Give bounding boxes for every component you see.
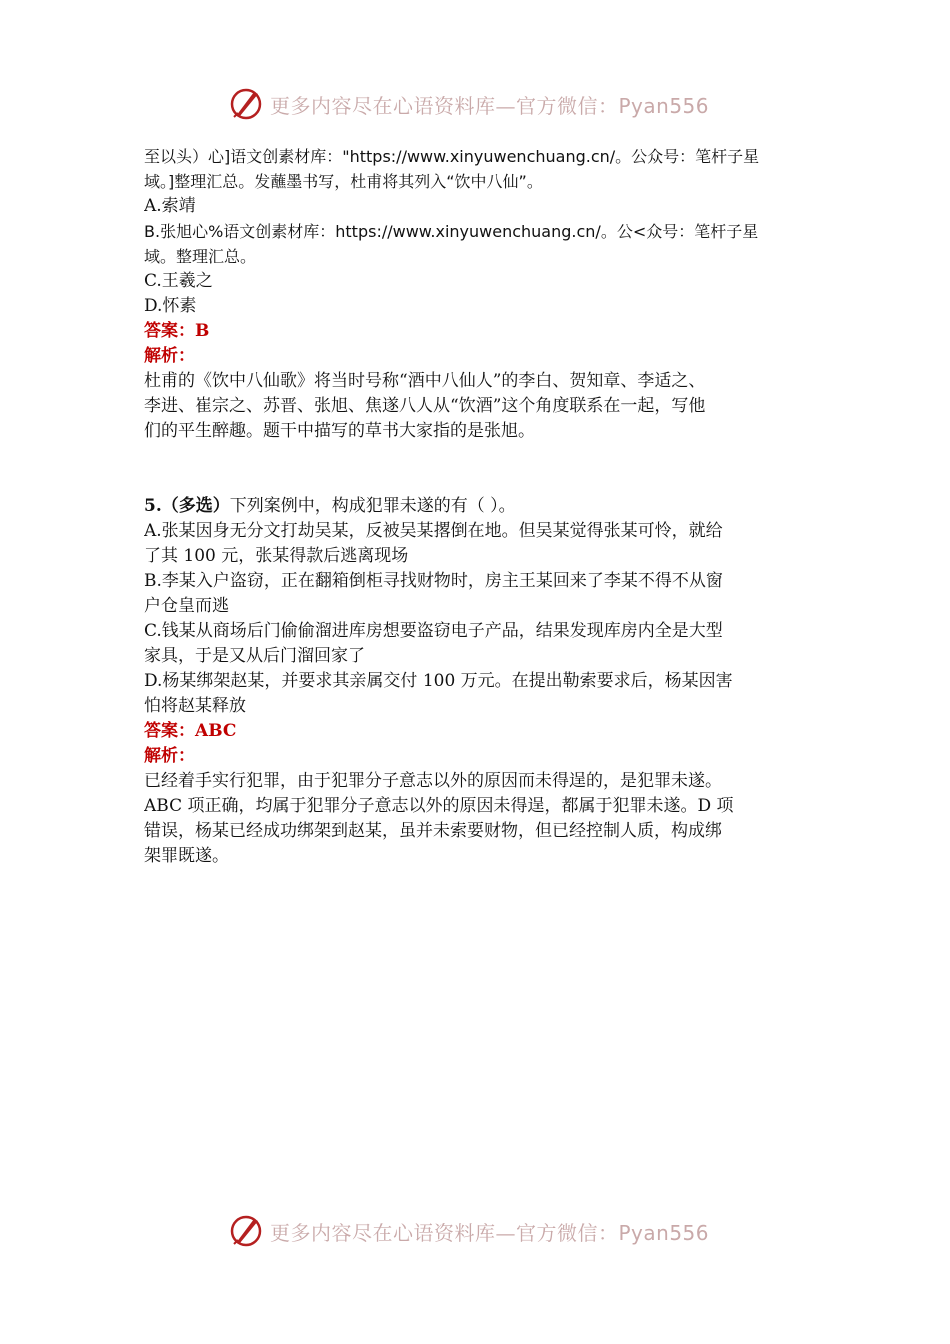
question-5-block	[144, 494, 808, 869]
q4-option-b: B.张旭心%语文创素材库：https://www.xinyuwenchuang.cn/。公<众号：笔杆子星	[144, 222, 759, 241]
q5-option-b-cont: 户仓皇而逃	[144, 596, 229, 616]
q5-option-c-cont: 家具，于是又从后门溜回家了	[144, 646, 365, 666]
q4-stem-line: 至以头）心]语文创素材库："https://www.xinyuwenchuang.cn/。公众号：笔杆子星	[144, 147, 760, 166]
q5-analysis-line: 架罪既遂。	[144, 846, 229, 866]
q4-option-b-cont: 域。整理汇总。	[144, 247, 257, 266]
question-4-block	[144, 144, 808, 444]
q4-analysis-line: 杜甫的《饮中八仙歌》将当时号称“酒中八仙人”的李白、贺知章、李适之、	[144, 371, 706, 391]
q5-option-a: A.张某因身无分文打劫吴某，反被吴某撂倒在地。但吴某觉得张某可怜，就给	[144, 521, 723, 541]
quill-pen-logo-icon	[228, 1213, 264, 1249]
spacer	[144, 444, 808, 494]
q4-option-c: C.王羲之	[144, 271, 213, 291]
quill-pen-logo-icon	[228, 86, 264, 122]
q5-option-d: D.杨某绑架赵某，并要求其亲属交付 100 万元。在提出勒索要求后，杨某因害	[144, 671, 733, 691]
page-content	[144, 144, 808, 869]
q4-answer: 答案：B	[144, 321, 210, 341]
q4-analysis-line: 们的平生醉趣。题干中描写的草书大家指的是张旭。	[144, 421, 535, 441]
footer-wechat-id: Pyan556	[618, 1220, 710, 1245]
q4-option-a: A.索靖	[144, 196, 196, 216]
q4-analysis-label: 解析：	[144, 346, 195, 366]
q5-analysis-line: 已经着手实行犯罪，由于犯罪分子意志以外的原因而未得逞的，是犯罪未遂。	[144, 771, 722, 791]
q5-option-b: B.李某入户盗窃，正在翻箱倒柜寻找财物时，房主王某回来了李某不得不从窗	[144, 571, 723, 591]
q5-option-c: C.钱某从商场后门偷偷溜进库房想要盗窃电子产品，结果发现库房内全是大型	[144, 621, 723, 641]
q5-analysis-line: ABC 项正确，均属于犯罪分子意志以外的原因未得逞，都属于犯罪未遂。D 项	[144, 796, 734, 816]
header-banner	[228, 84, 728, 124]
q4-option-d: D.怀素	[144, 296, 197, 316]
q5-option-a-cont: 了其 100 元，张某得款后逃离现场	[144, 546, 409, 566]
footer-banner	[228, 1211, 728, 1251]
q5-stem	[144, 494, 808, 519]
q4-analysis-line: 李进、崔宗之、苏晋、张旭、焦遂八人从“饮酒”这个角度联系在一起，写他	[144, 396, 706, 416]
q5-answer: 答案：ABC	[144, 721, 237, 741]
footer-banner-text: 更多内容尽在心语资料库—官方微信：Pyan556	[270, 1220, 710, 1245]
q5-number: 5.（多选）	[144, 496, 230, 516]
q5-analysis-line: 错误，杨某已经成功绑架到赵某，虽并未索要财物，但已经控制人质，构成绑	[144, 821, 722, 841]
q5-option-d-cont: 怕将赵某释放	[144, 696, 246, 716]
q5-analysis-label: 解析：	[144, 746, 195, 766]
header-wechat-id: Pyan556	[618, 93, 710, 118]
q5-stem-text: 下列案例中，构成犯罪未遂的有（ ）。	[229, 496, 516, 516]
q4-stem-line: 域。]整理汇总。发蘸墨书写，杜甫将其列入“饮中八仙”。	[144, 172, 543, 191]
header-banner-text: 更多内容尽在心语资料库—官方微信：Pyan556	[270, 93, 710, 118]
